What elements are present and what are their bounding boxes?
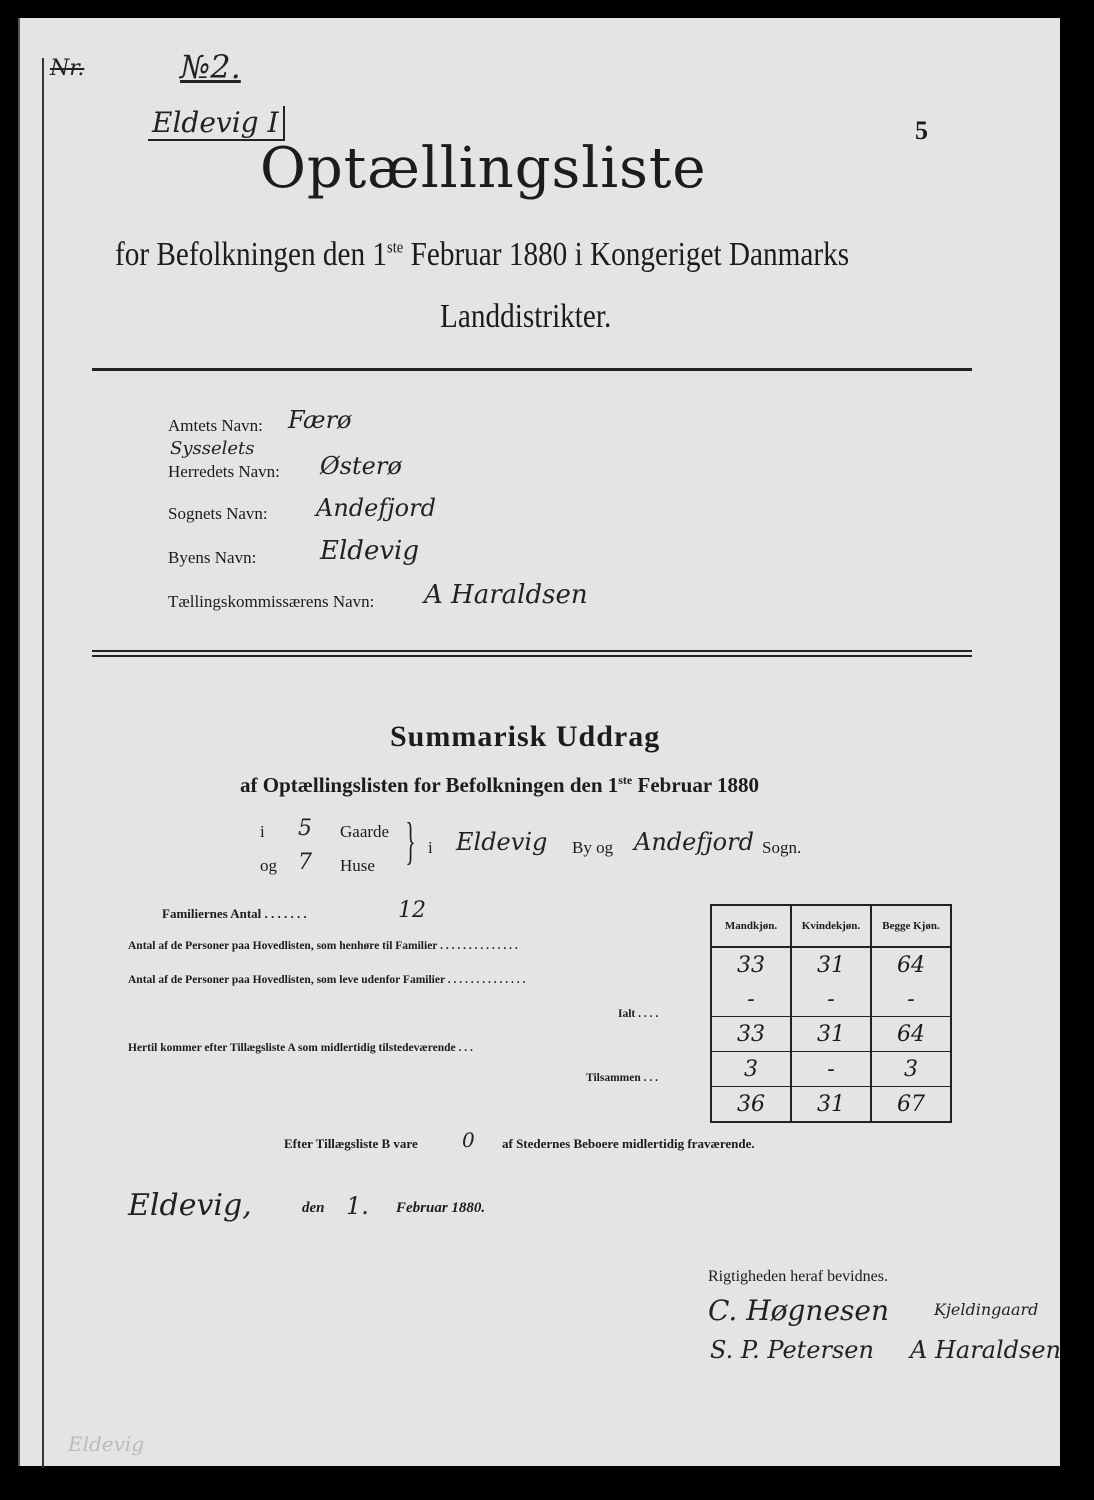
table-cell: 31 — [791, 1087, 871, 1123]
by-og-label: By og — [572, 838, 614, 857]
huse-count: 7 — [298, 850, 312, 875]
row-label-familier: Antal af de Personer paa Hovedlisten, som henhøre til Familier . . . . . . . . . . . . . . — [128, 940, 518, 952]
by-label: Byens Navn: — [168, 548, 257, 567]
footer-month-year: Februar 1880. — [396, 1200, 486, 1216]
b-text-2: af Stedernes Beboere midlertidig fraværende. — [502, 1136, 755, 1151]
table-cell: - — [791, 982, 871, 1017]
kommissaer-value: A Haraldsen — [424, 580, 588, 610]
row-label-ialt: Ialt . . . . — [618, 1008, 659, 1020]
summary-sogn-name: Andefjord — [634, 828, 754, 856]
kommissaer-label: Tællingskommissærens Navn: — [168, 592, 375, 611]
gaarde-i: i — [260, 822, 265, 841]
census-page — [18, 18, 1060, 1466]
page-title: Optællingsliste — [260, 136, 707, 201]
col-begge: Begge Kjøn. — [871, 905, 951, 947]
table-cell: 36 — [711, 1087, 791, 1123]
bottom-note: Eldevig — [68, 1432, 145, 1456]
b-text-1: Efter Tillægsliste B vare — [284, 1136, 418, 1151]
table-cell: 64 — [871, 1017, 951, 1052]
col-mandkjon: Mandkjøn. — [711, 905, 791, 947]
table-cell: 33 — [711, 1017, 791, 1052]
amt-value: Færø — [288, 406, 352, 434]
herred-note: Sysselets — [170, 438, 255, 459]
table-cell: 3 — [871, 1052, 951, 1087]
herred-label: Herredets Navn: — [168, 462, 280, 481]
table-cell: - — [871, 982, 951, 1017]
summary-subtitle: af Optællingslisten for Befolkningen den 1ste Februar 1880 — [240, 773, 760, 797]
double-rule-bottom — [92, 655, 972, 657]
place-tab: Eldevig I — [148, 106, 285, 141]
attestation: Rigtigheden heraf bevidnes. — [708, 1268, 888, 1285]
col-kvindekjon: Kvindekjøn. — [791, 905, 871, 947]
signature-1b: Kjeldingaard — [934, 1300, 1039, 1319]
summary-table — [710, 904, 952, 1123]
row-label-udenfor: Antal af de Personer paa Hovedlisten, som leve udenfor Familier . . . . . . . . . . . . . . — [128, 974, 526, 986]
row-label-tilsammen: Tilsammen . . . — [586, 1072, 658, 1084]
list-number: №2. — [180, 48, 241, 86]
row-label-tillaeg: Hertil kommer efter Tillægsliste A som midlertidig tilstedeværende . . . — [128, 1042, 473, 1054]
table-cell: 33 — [711, 947, 791, 982]
table-cell: 31 — [791, 947, 871, 982]
table-cell: 31 — [791, 1017, 871, 1052]
page-subtitle: for Befolkningen den 1ste Februar 1880 i Kongeriget Danmarks — [115, 236, 850, 273]
summary-title: Summarisk Uddrag — [390, 720, 661, 753]
signature-3: A Haraldsen — [910, 1336, 1061, 1364]
table-cell: - — [791, 1052, 871, 1087]
double-rule-top — [92, 650, 972, 652]
huse-og: og — [260, 856, 277, 875]
familier-value: 12 — [398, 898, 426, 923]
header-rule — [92, 368, 972, 371]
by-i: i — [428, 838, 433, 857]
gaarde-label: Gaarde — [340, 822, 390, 841]
amt-label: Amtets Navn: — [168, 416, 263, 435]
page-subtitle-line2: Landdistrikter. — [440, 298, 612, 335]
footer-day: 1. — [346, 1192, 369, 1220]
summary-by-name: Eldevig — [456, 828, 548, 856]
footer-den: den — [302, 1200, 325, 1216]
crossed-mark: Nr. — [50, 56, 85, 81]
signature-2: S. P. Petersen — [710, 1336, 874, 1364]
herred-value: Østerø — [320, 452, 402, 480]
by-value: Eldevig — [320, 536, 419, 566]
table-cell: 67 — [871, 1087, 951, 1123]
page-number: 5 — [915, 116, 928, 145]
sogn-label: Sognets Navn: — [168, 504, 268, 523]
sogn-value: Andefjord — [316, 494, 436, 522]
binding-edge — [42, 58, 44, 1468]
gaarde-count: 5 — [298, 816, 312, 841]
table-cell: 64 — [871, 947, 951, 982]
sogn-label-text: Sogn. — [762, 838, 802, 857]
table-cell: - — [711, 982, 791, 1017]
footer-place: Eldevig, — [128, 1188, 252, 1223]
b-value: 0 — [462, 1128, 475, 1152]
familier-label: Familiernes Antal . . . . . . . — [162, 906, 307, 921]
signature-1: C. Høgnesen — [708, 1294, 890, 1327]
huse-label: Huse — [340, 856, 375, 875]
brace: } — [405, 813, 416, 870]
table-cell: 3 — [711, 1052, 791, 1087]
